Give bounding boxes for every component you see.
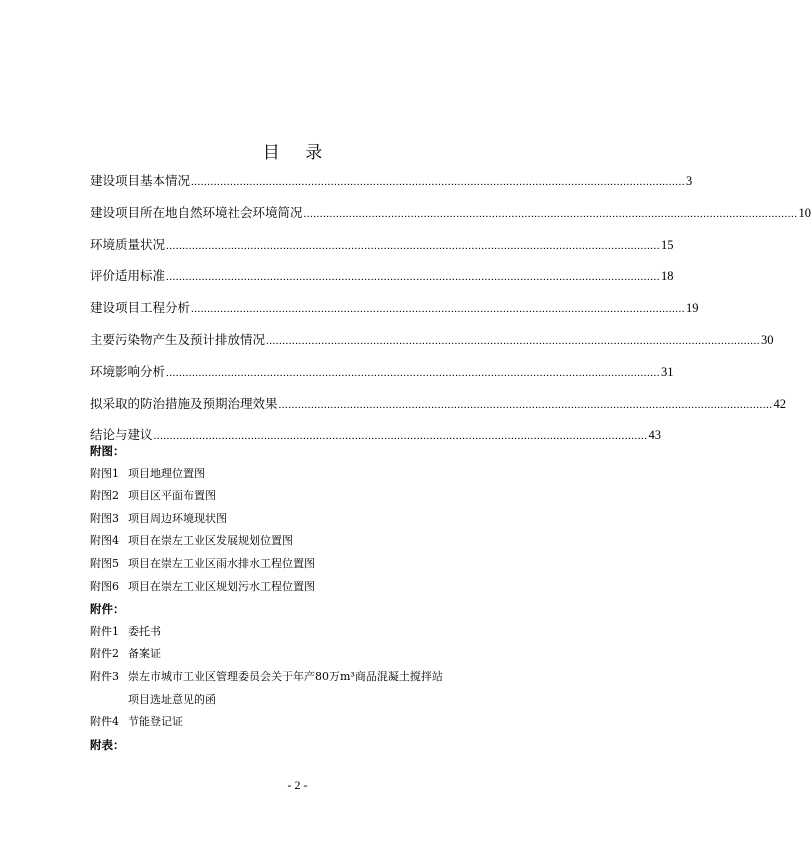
figure-item (90, 556, 510, 579)
toc-dot-leader: ........................................................................................................................................................ (191, 176, 686, 188)
attachment-item (90, 669, 510, 714)
figure-code: 附图6 (90, 579, 119, 593)
attachment-title: 委托书 (128, 624, 161, 638)
figures-heading: 附图： (90, 444, 125, 458)
toc-entry-label: 评价适用标准 (90, 268, 166, 284)
toc-dot-leader: ........................................................................................................................................................ (278, 398, 773, 411)
figure-item (90, 466, 510, 489)
attachment-item (90, 624, 510, 647)
attachments-heading: 附件： (90, 602, 125, 617)
attachment-code: 附件2 (90, 647, 119, 661)
toc-entry[interactable] (90, 395, 787, 427)
toc-entry-label: 建设项目工程分析 (90, 300, 191, 316)
tables-heading: 附表： (90, 737, 125, 752)
toc-entry-label: 环境影响分析 (90, 363, 166, 379)
toc-entry-page: 18 (661, 269, 674, 284)
page-number: - 2 - (287, 778, 308, 792)
figure-code: 附图4 (90, 534, 119, 548)
toc-entry-label: 环境质量状况 (90, 236, 166, 252)
figure-title: 项目区平面布置图 (128, 489, 216, 503)
attachment-code: 附件3 (90, 669, 119, 683)
figure-title: 项目周边环境现状图 (128, 511, 227, 525)
toc-entry-page: 19 (686, 301, 699, 316)
attachment-code: 附件4 (90, 715, 119, 729)
figure-item (90, 533, 510, 556)
toc-entry[interactable] (90, 331, 774, 363)
figure-code: 附图3 (90, 511, 119, 525)
toc-dot-leader: ........................................................................................................................................................ (153, 430, 648, 443)
figure-item (90, 511, 510, 534)
toc-dot-leader: ........................................................................................................................................................ (166, 271, 661, 284)
figure-code: 附图5 (90, 556, 119, 570)
toc-entry[interactable] (90, 204, 811, 236)
toc-entry-page: 15 (661, 237, 674, 252)
toc-entry-page: 42 (773, 396, 787, 411)
toc-entry-page: 3 (686, 174, 693, 188)
toc-dot-leader: ........................................................................................................................................................ (191, 303, 686, 316)
page-title: 目 录 (262, 143, 333, 163)
attachment-item (90, 714, 510, 737)
attachment-title: 备案证 (128, 647, 161, 661)
toc-entry[interactable] (90, 236, 674, 268)
figure-title: 项目在崇左工业区规划污水工程位置图 (128, 579, 315, 593)
toc-entry[interactable] (90, 299, 699, 331)
figure-code: 附图1 (90, 466, 119, 480)
attachment-title: 节能登记证 (128, 715, 183, 729)
toc-dot-leader: ........................................................................................................................................................ (166, 239, 661, 252)
attachment-item (90, 646, 510, 669)
figure-item (90, 579, 510, 602)
toc-entry[interactable] (90, 267, 674, 299)
figure-title: 项目在崇左工业区雨水排水工程位置图 (128, 556, 315, 570)
toc-dot-leader: ........................................................................................................................................................ (303, 207, 798, 220)
toc-entry-label: 拟采取的防治措施及预期治理效果 (90, 395, 278, 411)
toc-entry-label: 结论与建议 (90, 427, 153, 443)
figure-code: 附图2 (90, 489, 119, 503)
toc-entry-page: 31 (661, 364, 674, 379)
appendix-lists (90, 443, 510, 759)
toc-entry[interactable] (90, 363, 674, 395)
toc-entry-label: 主要污染物产生及预计排放情况 (90, 331, 266, 347)
toc-entry[interactable] (90, 172, 693, 204)
toc-entry-page: 30 (761, 332, 774, 347)
toc-entry-label: 建设项目基本情况 (90, 173, 191, 188)
toc-entry-page: 43 (648, 428, 662, 443)
toc-entry-page: 10 (798, 205, 811, 220)
table-of-contents (90, 172, 811, 458)
attachment-title-continuation: 项目选址意见的函 (128, 692, 216, 706)
figure-item (90, 488, 510, 511)
attachment-code: 附件1 (90, 624, 119, 638)
attachment-title: 崇左市城市工业区管理委员会关于年产80万m³商品混凝土搅拌站 (128, 669, 443, 683)
figure-title: 项目在崇左工业区发展规划位置图 (128, 534, 293, 548)
toc-dot-leader: ........................................................................................................................................................ (166, 366, 661, 379)
figure-title: 项目地理位置图 (128, 466, 205, 480)
toc-entry-label: 建设项目所在地自然环境社会环境简况 (90, 204, 303, 220)
toc-dot-leader: ........................................................................................................................................................ (266, 334, 761, 347)
